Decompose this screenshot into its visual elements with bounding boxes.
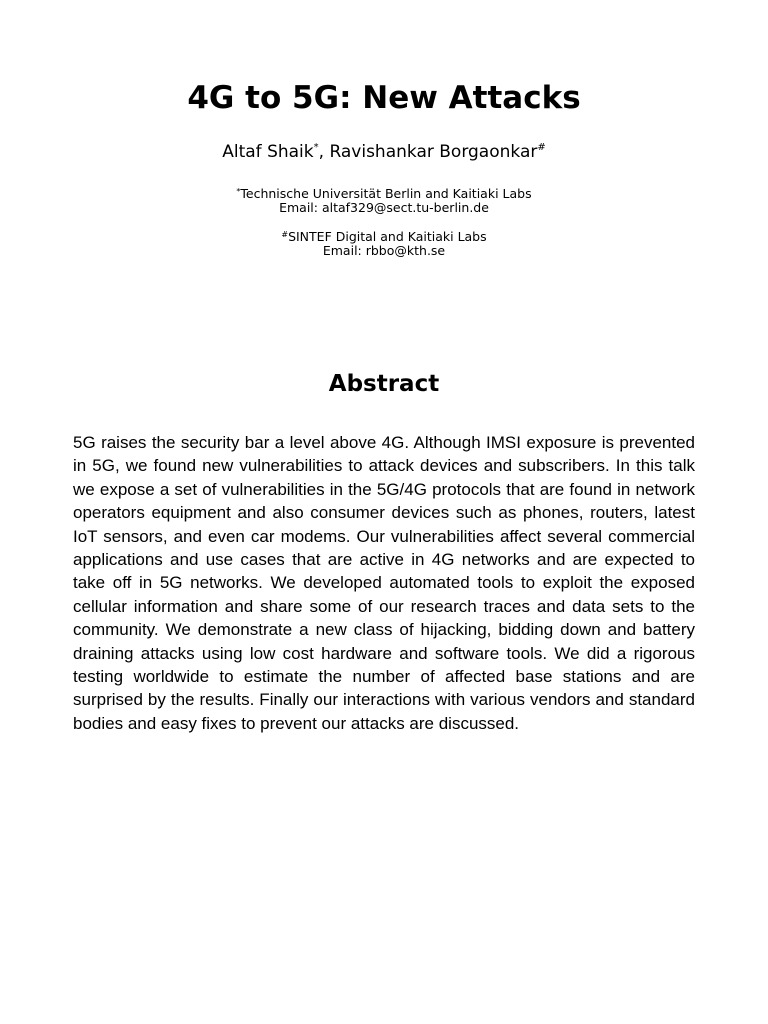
affiliation-institution: SINTEF Digital and Kaitiaki Labs bbox=[288, 229, 487, 244]
affiliation-institution-line bbox=[0, 187, 768, 201]
affiliation-email: Email: altaf329@sect.tu-berlin.de bbox=[279, 200, 489, 215]
affiliation-block bbox=[0, 187, 768, 215]
paper-title: 4G to 5G: New Attacks bbox=[187, 80, 581, 116]
author-name: Ravishankar Borgaonkar bbox=[329, 142, 538, 162]
affiliation-marker: # bbox=[281, 230, 289, 239]
abstract-heading: Abstract bbox=[328, 371, 440, 397]
abstract-text: 5G raises the security bar a level above 4G. Although IMSI exposure is prevented in 5G, we found new vulnerabilities to attack devices and subscribers. In this talk we expose a set of vulnerabilities in the 5G/4G protocols that are found in network operators equipment and also consumer devices such as phones, routers, latest IoT sensors, and even car modems. Our vulnerabilities affect several commercial applications and use cases that are active in 4G networks and are expected to take off in 5G networks. We developed automated tools to exploit the exposed cellular information and share some of our research traces and data sets to the community. We demonstrate a new class of hijacking, bidding down and battery draining attacks using low cost hardware and software tools. We did a rigorous testing worldwide to estimate the number of affected base stations and are surprised by the results. Finally our interactions with various vendors and standard bodies and easy fixes to prevent our attacks are discussed. bbox=[73, 433, 695, 733]
affiliation-institution-line bbox=[0, 230, 768, 244]
affiliation-marker: * bbox=[236, 187, 241, 196]
affiliation-block bbox=[0, 230, 768, 258]
author-list bbox=[0, 140, 768, 164]
author-separator: , bbox=[318, 142, 330, 162]
affiliation-email: Email: rbbo@kth.se bbox=[322, 243, 446, 258]
author-affiliation-marker: # bbox=[537, 142, 546, 153]
author-affiliation-marker: * bbox=[313, 142, 319, 153]
author-name: Altaf Shaik bbox=[222, 142, 314, 162]
affiliation-institution: Technische Universität Berlin and Kaitiaki Labs bbox=[240, 186, 532, 201]
